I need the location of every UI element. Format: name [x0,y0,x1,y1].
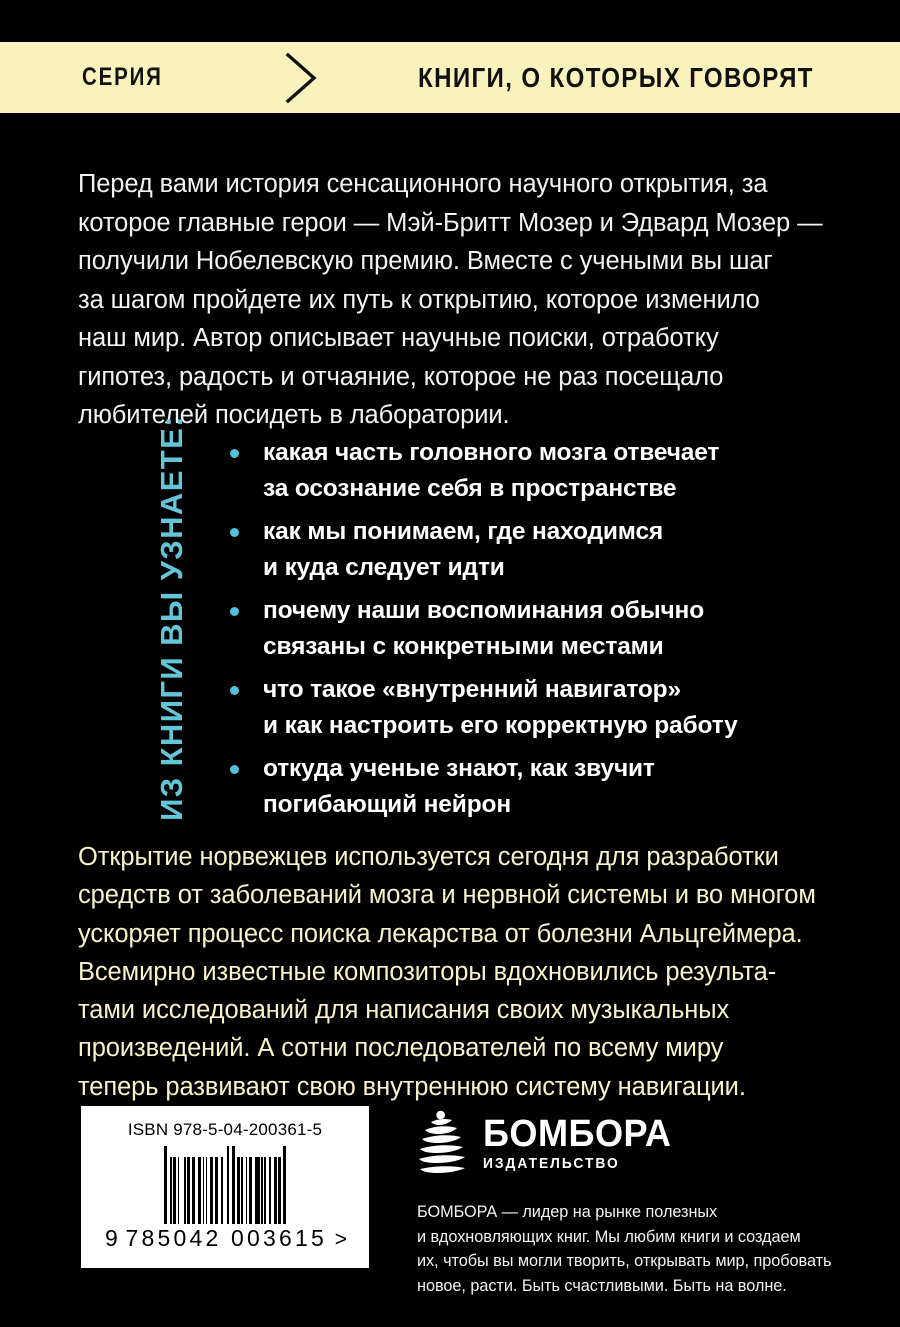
series-header-band [0,42,900,113]
vertical-heading-container [150,415,194,821]
publisher-desc-line: и вдохновляющих книг. Мы любим книги и создаем [417,1227,801,1246]
publisher-block [417,1108,857,1298]
publisher-desc-line: БОМБОРА — лидер на рынке полезных [417,1203,718,1221]
list-item [226,593,836,664]
series-label: СЕРИЯ [82,63,163,91]
footer [0,1106,900,1306]
intro-line: любителей посидеть в лаборатории. [78,401,510,429]
bullet-line: и куда следует идти [263,553,505,581]
bullet-line: что такое «внутренний навигатор» [263,676,681,703]
chevron-right-icon [282,51,320,105]
list-item [226,672,836,743]
series-title: КНИГИ, О КОТОРЫХ ГОВОРЯТ [418,61,814,93]
bullet-line: погибающий нейрон [263,790,511,818]
learn-vertical-heading: ИЗ КНИГИ ВЫ УЗНАЕТЕ: [154,415,189,821]
bullet-line: как мы понимаем, где находимся [263,518,664,545]
barcode-digit-right: > [334,1228,347,1251]
publisher-desc-line: их, чтобы вы могли творить, открывать мир, пробовать [417,1252,832,1271]
bullet-dot-icon [230,449,239,458]
outro-line: ускоряет процесс поиска лекарства от болезни Альцгеймера. [78,919,803,948]
barcode-bars [99,1146,351,1224]
barcode-digit-left: 9 [105,1225,118,1251]
publisher-logo [417,1108,857,1178]
bullet-dot-icon [230,765,239,774]
bullet-line: какая часть головного мозга отвечает [263,439,720,466]
bullet-dot-icon [230,686,239,695]
outro-line: тами исследований для написания своих музыкальных [78,996,730,1025]
outro-paragraph [78,838,844,1106]
outro-line: произведений. А сотни последователей по всему миру [78,1034,724,1063]
list-item [226,751,836,822]
publisher-subtitle: ИЗДАТЕЛЬСТВО [483,1156,620,1172]
bullet-line: связаны с конкретными местами [263,632,664,660]
outro-line: теперь развивают свою внутреннюю систему навигации. [78,1072,746,1101]
barcode-digits [99,1224,351,1252]
bullet-line: за осознание себя в пространстве [263,474,677,502]
isbn-text: ISBN 978-5-04-200361-5 [127,1120,323,1139]
bullet-line: откуда ученые знают, как звучит [263,755,655,782]
bullet-line: и как настроить его корректную работу [263,711,738,739]
bullet-line: почему наши воспоминания обычно [263,597,705,624]
publisher-desc-line: новое, расти. Быть счастливыми. Быть на волне. [417,1276,787,1295]
intro-line: наш мир. Автор описывает научные поиски, отработку [78,324,719,352]
outro-line: средств от заболеваний мозга и нервной системы и во многом [78,881,816,910]
intro-line: получили Нобелевскую премию. Вместе с учеными вы шаг [78,247,773,275]
barcode-digits-middle: 785042 003615 [125,1225,328,1251]
publisher-description [417,1200,849,1298]
outro-line: Всемирно известные композиторы вдохновились результа- [78,957,777,986]
list-item [226,435,836,506]
list-item [226,514,836,585]
learn-bullet-list [226,435,836,822]
bullet-dot-icon [230,528,239,537]
intro-paragraph [78,165,838,435]
intro-line: за шагом пройдете их путь к открытию, которое изменило [78,285,760,314]
bullet-dot-icon [230,607,239,616]
surfer-wave-icon [417,1108,469,1178]
intro-line: гипотез, радость и отчаяние, которое не раз посещало [78,362,724,391]
intro-line: Перед вами история сенсационного научного открытия, за [78,170,768,198]
outro-line: Открытие норвежцев используется сегодня для разработки [78,843,779,871]
publisher-name: БОМБОРА [483,1113,672,1155]
intro-line: которое главные герои — Мэй-Бритт Мозер и Эдвард Мозер — [78,208,823,237]
isbn-barcode [81,1106,369,1268]
